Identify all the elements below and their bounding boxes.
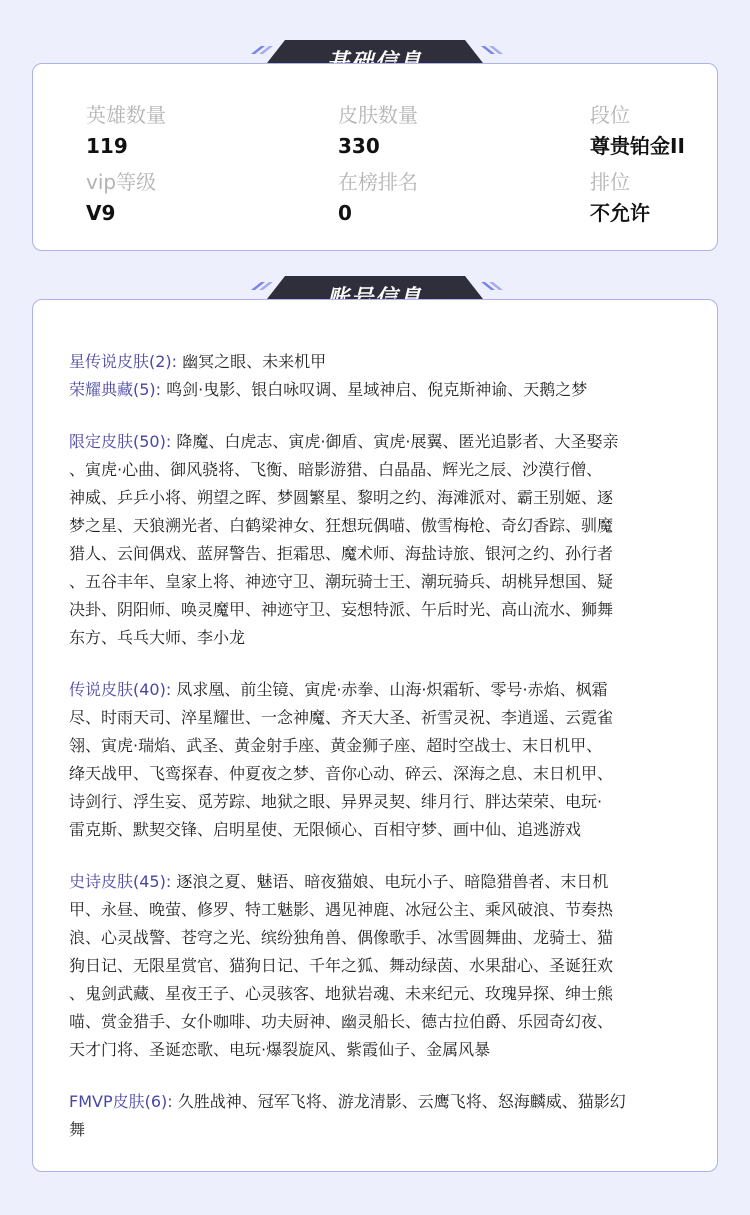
category-label: 星传说皮肤(2): xyxy=(69,352,178,371)
category-label: FMVP皮肤(6): xyxy=(69,1092,173,1111)
skin-line: 狗日记、无限星赏官、猫狗日记、千年之狐、舞动绿茵、水果甜心、圣诞狂欢 xyxy=(69,956,614,975)
account-info-card xyxy=(32,299,718,1172)
stat-label: 在榜排名 xyxy=(338,170,418,194)
skin-line: 绛天战甲、飞鸾探春、仲夏夜之梦、音你心动、碎云、深海之息、末日机甲、 xyxy=(69,764,614,783)
skin-line xyxy=(69,376,691,404)
skin-names: 逐浪之夏、魅语、暗夜猫娘、电玩小子、暗隐猎兽者、末日机 xyxy=(176,872,609,891)
skin-names: 久胜战神、冠军飞将、游龙清影、云鹰飞将、怒海麟威、猫影幻 xyxy=(177,1092,626,1111)
skin-line: 浪、心灵战警、苍穹之光、缤纷独角兽、偶像歌手、冰雪圆舞曲、龙骑士、猫 xyxy=(69,928,614,947)
skin-line xyxy=(69,428,691,456)
skin-line: 决卦、阴阳师、唤灵魔甲、神迹守卫、妄想特派、午后时光、高山流水、狮舞 xyxy=(69,600,614,619)
stat-ranked-match xyxy=(590,169,706,227)
skin-names: 凤求凰、前尘镜、寅虎·赤拳、山海·炽霜斩、零号·赤焰、枫霜 xyxy=(176,680,608,699)
skin-group-epic xyxy=(69,868,691,1064)
stat-leaderboard-rank xyxy=(338,169,590,227)
stat-value: 330 xyxy=(338,134,380,158)
skin-line: 猎人、云间偶戏、蓝屏警告、拒霜思、魔术师、海盐诗旅、银河之约、孙行者 xyxy=(69,544,614,563)
skin-line: 梦之星、天狼溯光者、白鹤梁神女、狂想玩偶喵、傲雪梅枪、奇幻香踪、驯魔 xyxy=(69,516,614,535)
skin-names: 降魔、白虎志、寅虎·御盾、寅虎·展翼、匿光追影者、大圣娶亲 xyxy=(176,432,619,451)
skin-group-glory-collection xyxy=(69,376,691,404)
stat-value: 尊贵铂金II xyxy=(590,134,685,158)
stat-value: 0 xyxy=(338,201,352,225)
skin-line: 雷克斯、默契交锋、启明星使、无限倾心、百相守梦、画中仙、追逃游戏 xyxy=(69,820,582,839)
skin-list xyxy=(69,348,691,1144)
skin-line: 神威、乒乒小将、朔望之晖、梦圆繁星、黎明之约、海滩派对、霸王别姬、逐 xyxy=(69,488,614,507)
category-label: 荣耀典藏(5): xyxy=(69,380,162,399)
skin-group-limited xyxy=(69,428,691,652)
category-label: 史诗皮肤(45): xyxy=(69,872,172,891)
stat-value: V9 xyxy=(86,201,116,225)
stat-label: 皮肤数量 xyxy=(338,103,418,127)
stat-value: 不允许 xyxy=(590,201,650,225)
stat-label: 英雄数量 xyxy=(86,103,166,127)
stat-rank-tier xyxy=(590,102,706,160)
stat-label: 排位 xyxy=(590,170,630,194)
stat-value: 119 xyxy=(86,134,128,158)
skin-line: 甲、永昼、晚萤、修罗、特工魅影、遇见神鹿、冰冠公主、乘风破浪、节奏热 xyxy=(69,900,614,919)
basic-info-card xyxy=(32,63,718,251)
stat-label: vip等级 xyxy=(86,170,157,194)
skin-line: 喵、赏金猎手、女仆咖啡、功夫厨神、幽灵船长、德古拉伯爵、乐园奇幻夜、 xyxy=(69,1012,614,1031)
skin-line: 舞 xyxy=(69,1120,86,1139)
stat-hero-count xyxy=(86,102,338,160)
skin-line xyxy=(69,1088,691,1116)
skin-line: 天才门将、圣诞恋歌、电玩·爆裂旋风、紫霞仙子、金属风暴 xyxy=(69,1040,491,1059)
skin-names: 幽冥之眼、未来机甲 xyxy=(182,352,327,371)
skin-line xyxy=(69,676,691,704)
skin-line: 、鬼剑武藏、星夜王子、心灵骇客、地狱岩魂、未来纪元、玫瑰异探、绅士熊 xyxy=(69,984,614,1003)
skin-line: 东方、乓乓大师、李小龙 xyxy=(69,628,246,647)
category-label: 传说皮肤(40): xyxy=(69,680,172,699)
skin-line: 诗剑行、浮生妄、觅芳踪、地狱之眼、异界灵契、绯月行、胖达荣荣、电玩· xyxy=(69,792,603,811)
skin-names: 鸣剑·曳影、银白咏叹调、星域神启、倪克斯神谕、天鹅之梦 xyxy=(166,380,588,399)
stats-grid xyxy=(86,102,706,227)
skin-group-fmvp xyxy=(69,1088,691,1144)
skin-group-star-legend xyxy=(69,348,691,376)
skin-line: 、寅虎·心曲、御风骁将、飞衡、暗影游猎、白晶晶、辉光之辰、沙漠行僧、 xyxy=(69,460,603,479)
skin-line xyxy=(69,348,691,376)
category-label: 限定皮肤(50): xyxy=(69,432,172,451)
skin-line: 、五谷丰年、皇家上将、神迹守卫、潮玩骑士王、潮玩骑兵、胡桃异想国、疑 xyxy=(69,572,614,591)
skin-line xyxy=(69,868,691,896)
skin-line: 翎、寅虎·瑞焰、武圣、黄金射手座、黄金狮子座、超时空战士、末日机甲、 xyxy=(69,736,603,755)
skin-group-legend xyxy=(69,676,691,844)
skin-line: 尽、时雨天司、淬星耀世、一念神魔、齐天大圣、祈雪灵祝、李逍遥、云霓雀 xyxy=(69,708,614,727)
stat-label: 段位 xyxy=(590,103,630,127)
stat-vip-level xyxy=(86,169,338,227)
stat-skin-count xyxy=(338,102,590,160)
